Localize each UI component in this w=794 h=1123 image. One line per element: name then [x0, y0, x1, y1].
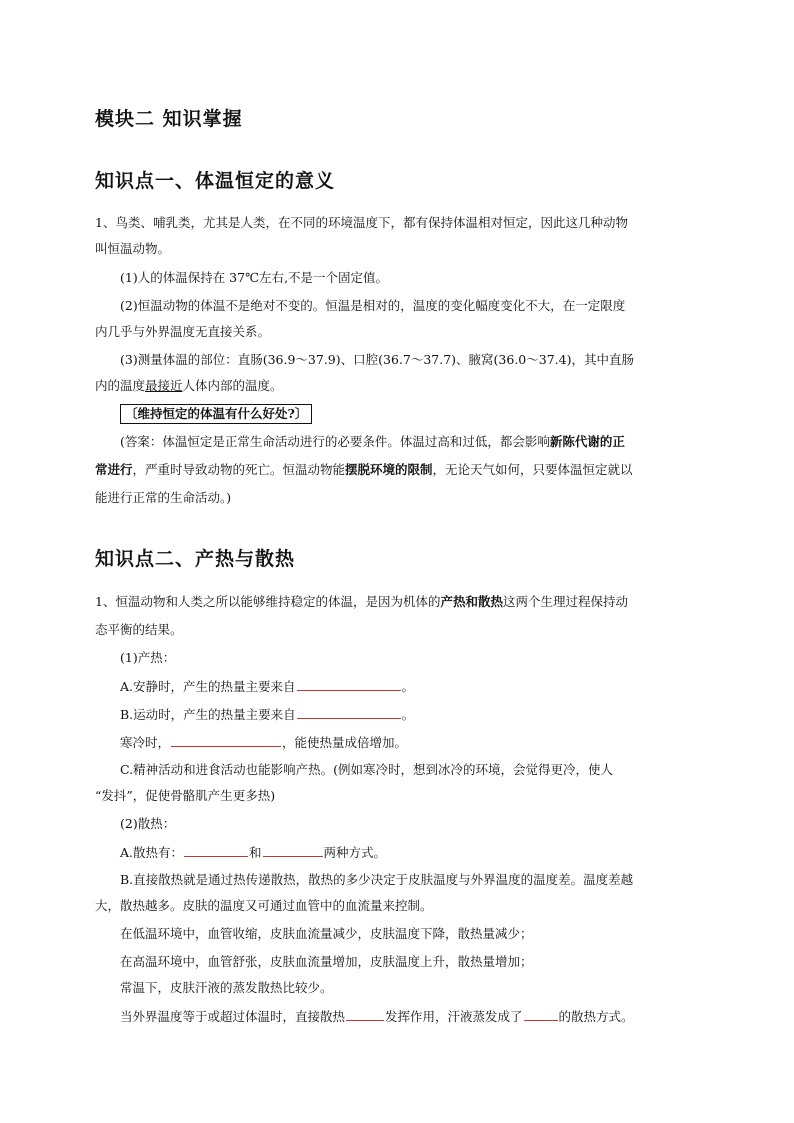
text-span: 。 — [401, 707, 415, 722]
emphasis-underline: 最接近 — [145, 378, 183, 393]
text-span: 寒冷时， — [120, 735, 171, 750]
c-line: C.精神活动和进食活动也能影响产热。(例如寒冷时，想到冰冷的环境，会觉得更冷，使人 — [120, 762, 613, 777]
low-temp-line: 在低温环境中，血管收缩，皮肤血流量减少，皮肤温度下降，散热量减少； — [120, 926, 533, 941]
heat-production-heading: (1)产热： — [120, 650, 176, 665]
rest-heat-line — [120, 678, 414, 695]
answer-blank[interactable] — [297, 706, 401, 719]
text-span: 两种方式。 — [323, 845, 387, 860]
s1-item-2: (2)恒温动物的体温不是绝对不变的。恒温是相对的，温度的变化幅度变化不大，在一定限度 — [120, 298, 626, 313]
answer-line — [95, 462, 633, 478]
cold-heat-line — [120, 734, 407, 751]
text-span: 。 — [401, 679, 415, 694]
module-title: 模块二 知识掌握 — [95, 108, 243, 130]
answer-blank[interactable] — [171, 734, 281, 747]
text-span: 当外界温度等于或超过体温时，直接散热 — [120, 1009, 346, 1024]
s1-paragraph-line: 叫恒温动物。 — [95, 241, 171, 256]
text-span: (答案：体温恒定是正常生命活动进行的必要条件。体温过高和过低，都会影响 — [120, 434, 550, 449]
answer-blank[interactable] — [184, 844, 248, 857]
high-temp-line: 在高温环境中，血管舒张，皮肤血流量增加，皮肤温度上升，散热量增加； — [120, 954, 533, 969]
text-span: ，能使热量成倍增加。 — [282, 735, 408, 750]
answer-blank[interactable] — [263, 844, 323, 857]
answer-line: 能进行正常的生命活动。) — [95, 490, 232, 505]
dissipation-methods-line — [120, 844, 386, 861]
text-span: ，无论天气如何，只要体温恒定就以 — [432, 462, 633, 477]
answer-blank[interactable] — [346, 1008, 384, 1021]
section-title-1: 知识点一、体温恒定的意义 — [95, 170, 336, 192]
b-diss-line-cont: 大，散热越多。皮肤的温度又可通过血管中的血流量来控制。 — [95, 898, 433, 913]
s2-paragraph-line — [95, 594, 628, 610]
bold-span: 产热和散热 — [440, 594, 503, 609]
normal-temp-line: 常温下，皮肤汗液的蒸发散热比较少。 — [120, 980, 333, 995]
b-diss-line: B.直接散热就是通过热传递散热，散热的多少决定于皮肤温度与外界温度的温度差。温度差越 — [120, 872, 634, 887]
bold-span: 摆脱环境的限制 — [345, 462, 433, 477]
s1-item-1: (1)人的体温保持在 37℃左右,不是一个固定值。 — [120, 270, 389, 285]
answer-blank[interactable] — [524, 1008, 558, 1021]
text-span: 发挥作用，汗液蒸发成了 — [385, 1009, 523, 1024]
text-span: 人体内部的温度。 — [182, 378, 283, 393]
text-span: B.运动时，产生的热量主要来自 — [120, 707, 296, 722]
text-span: 内的温度 — [95, 378, 146, 393]
text-span: A.散热有： — [120, 845, 184, 860]
answer-blank[interactable] — [297, 678, 401, 691]
exercise-heat-line — [120, 706, 414, 723]
text-span: ，严重时导致动物的死亡。恒温动物能 — [132, 462, 346, 477]
section-title-2: 知识点二、产热与散热 — [95, 548, 296, 570]
s1-item-3-cont — [95, 378, 283, 394]
text-span: 和 — [249, 845, 262, 860]
heat-dissipation-heading: (2)散热： — [120, 816, 176, 831]
question-box: 〔维持恒定的体温有什么好处?〕 — [120, 404, 312, 424]
text-span: 的散热方式。 — [558, 1009, 634, 1024]
c-line-cont: “发抖”，促使骨骼肌产生更多热) — [95, 788, 276, 803]
text-span: A.安静时，产生的热量主要来自 — [120, 679, 296, 694]
s2-paragraph-line: 态平衡的结果。 — [95, 622, 183, 637]
bold-span: 新陈代谢的正 — [549, 434, 625, 449]
bold-span: 常进行 — [95, 462, 133, 477]
s1-item-3: (3)测量体温的部位：直肠(36.9～37.9)、口腔(36.7～37.7)、腋窝(36.0～37.4)，其中直肠 — [120, 352, 634, 367]
s1-item-2-cont: 内几乎与外界温度无直接关系。 — [95, 324, 271, 339]
last-line — [120, 1008, 634, 1025]
text-span: 1、恒温动物和人类之所以能够维持稳定的体温，是因为机体的 — [95, 594, 441, 609]
answer-line — [120, 434, 625, 450]
text-span: 这两个生理过程保持动 — [502, 594, 628, 609]
s1-paragraph-line: 1、鸟类、哺乳类，尤其是人类，在不同的环境温度下，都有保持体温相对恒定，因此这几种动物 — [95, 215, 628, 230]
